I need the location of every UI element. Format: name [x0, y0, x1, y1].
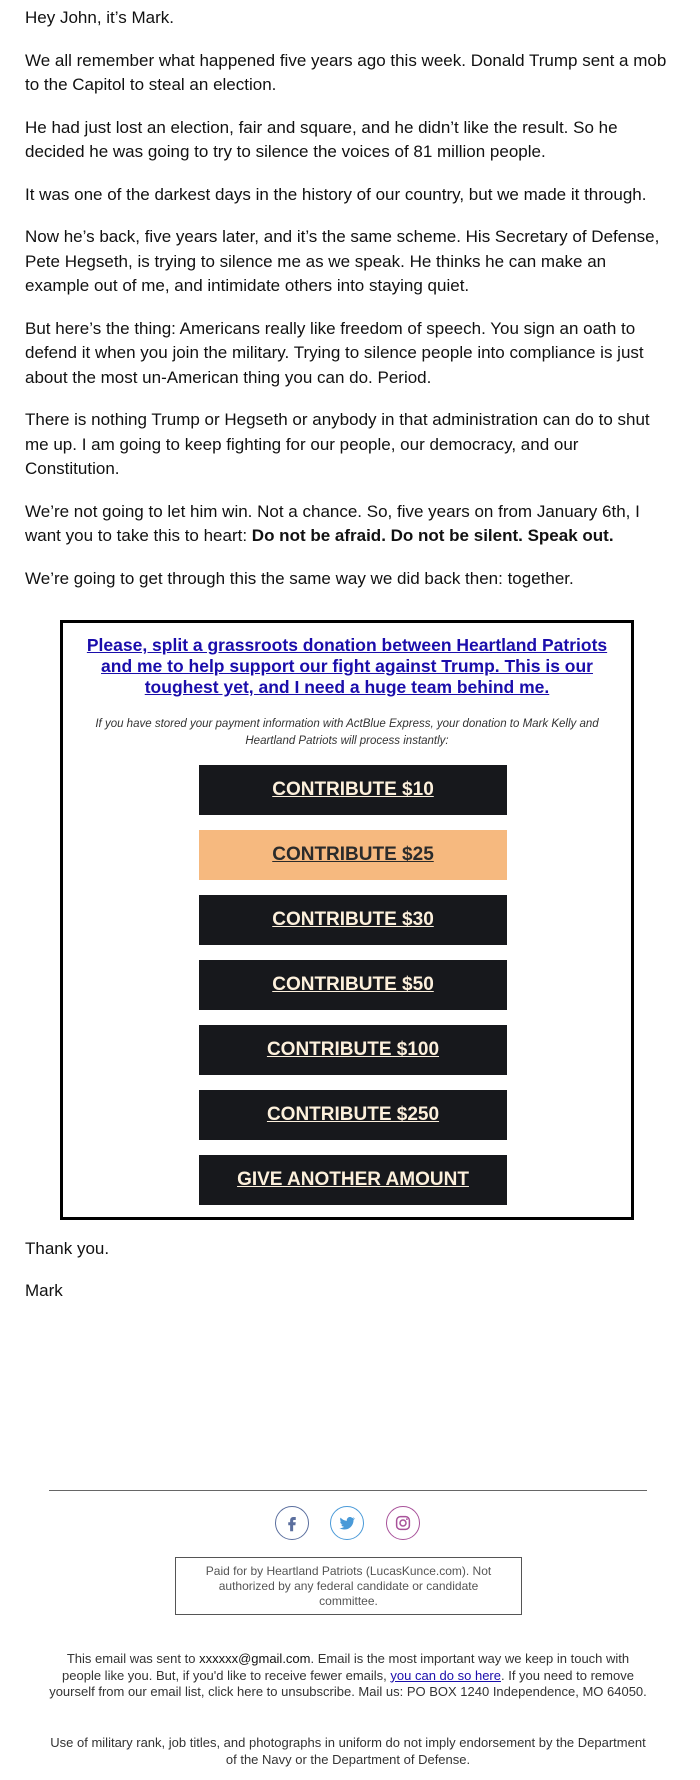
- donation-appeal-link[interactable]: Please, split a grassroots donation between Heartland Patriots and me to help support our fight against Trump. This is our toughest yet, and I need a huge team behind me.: [86, 635, 608, 697]
- letter-body: [25, 6, 670, 609]
- facebook-icon[interactable]: [275, 1506, 309, 1540]
- footer-divider: [49, 1490, 647, 1491]
- military-disclaimer: Use of military rank, job titles, and photographs in uniform do not imply endorsement by the Department of the Navy or the Department of Defense.: [50, 1735, 646, 1767]
- email-notice-text: . If you need to remove yourself from our email list, click here to unsubscribe. Mail us: PO BOX 1240 Independence, MO 64050.: [49, 1667, 647, 1699]
- paragraph: He had just lost an election, fair and square, and he didn’t like the result. So he decided he was going to try to silence the voices of 81 million people.: [25, 117, 618, 161]
- contribute-10-button[interactable]: CONTRIBUTE $10: [199, 765, 507, 815]
- contribute-50-button[interactable]: CONTRIBUTE $50: [199, 960, 507, 1010]
- actblue-note: If you have stored your payment information with ActBlue Express, your donation to Mark Kelly and Heartland Patriots will process instantly:: [95, 718, 599, 747]
- contribution-buttons: [199, 765, 507, 1220]
- paragraph: We all remember what happened five years ago this week. Donald Trump sent a mob to the Capitol to steal an election.: [25, 50, 667, 94]
- paragraph: There is nothing Trump or Hegseth or anybody in that administration can do to shut me up. I am going to keep fighting for our people, our democracy, and our Constitution.: [25, 410, 650, 478]
- thanks-line: Thank you.: [25, 1239, 110, 1258]
- give-another-amount-button[interactable]: GIVE ANOTHER AMOUNT: [199, 1155, 507, 1205]
- recipient-email: xxxxxx@gmail.com: [199, 1651, 311, 1666]
- paragraph: It was one of the darkest days in the history of our country, but we made it through.: [25, 184, 647, 204]
- contribute-100-button[interactable]: CONTRIBUTE $100: [199, 1025, 507, 1075]
- instagram-icon[interactable]: [386, 1506, 420, 1540]
- greeting: Hey John, it’s Mark.: [25, 8, 174, 27]
- contribute-30-button[interactable]: CONTRIBUTE $30: [199, 895, 507, 945]
- email-notice-text: . Email is the most important way we keep in touch with people like you. But, if you'd like to receive fewer emails,: [62, 1651, 630, 1683]
- email-notice: [48, 1651, 648, 1701]
- paragraph: Now he’s back, five years later, and it’s the same scheme. His Secretary of Defense, Pete Hegseth, is trying to silence me as we speak. He thinks he can make an example out of me, and intimidate others into staying quiet.: [25, 227, 660, 295]
- fewer-emails-link[interactable]: you can do so here: [390, 1667, 501, 1683]
- paragraph-text: We’re not going to let him win. Not a chance. So, five years on from January 6th, I want you to take this to heart:: [25, 501, 640, 545]
- signature-name: Mark: [25, 1281, 63, 1300]
- paragraph: [25, 500, 670, 549]
- signoff: [25, 1237, 109, 1321]
- twitter-icon[interactable]: [330, 1506, 364, 1540]
- paragraph: But here’s the thing: Americans really like freedom of speech. You sign an oath to defend it when you join the military. Trying to silence people into compliance is just about the most un-American thing you can do. Period.: [25, 318, 644, 387]
- bold-callout: Do not be afraid. Do not be silent. Speak out.: [251, 526, 614, 545]
- donation-box: [60, 620, 634, 1220]
- contribute-25-button[interactable]: CONTRIBUTE $25: [199, 830, 507, 880]
- paid-for-disclaimer: Paid for by Heartland Patriots (LucasKunce.com). Not authorized by any federal candidate or candidate committee.: [175, 1557, 522, 1615]
- paragraph: We’re going to get through this the same way we did back then: together.: [25, 568, 574, 588]
- contribute-250-button[interactable]: CONTRIBUTE $250: [199, 1090, 507, 1140]
- email-notice-text: This email was sent to: [66, 1651, 200, 1666]
